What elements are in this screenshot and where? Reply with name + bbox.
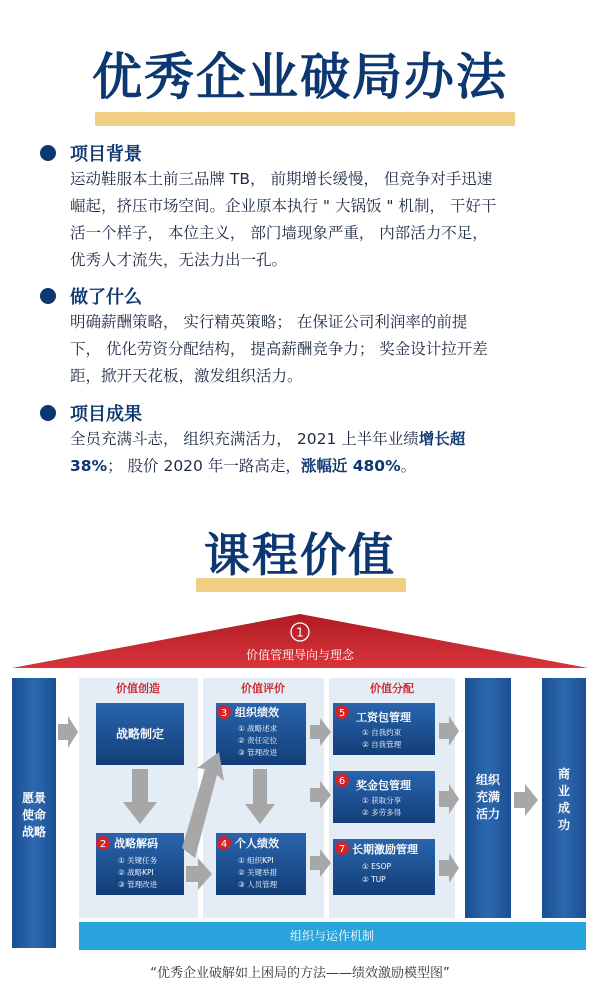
right-pillar-line: 业 (557, 784, 571, 798)
box-item: ② 关键举措 (238, 868, 278, 877)
box-item: ② 战略KPI (118, 868, 154, 877)
result-text: ； 股价 2020 年一路高走， (107, 457, 301, 475)
performance-model-diagram (0, 612, 600, 957)
box-item: ① 自我约束 (362, 728, 402, 737)
title-highlight (95, 112, 515, 126)
box-title: 长期激励管理 (352, 843, 418, 856)
column-header: 价值创造 (116, 682, 160, 695)
main-title-block (0, 42, 600, 112)
right-pillar-line: 充满 (475, 790, 501, 804)
column-header: 价值分配 (370, 682, 414, 695)
section-body (70, 166, 570, 274)
result-text: 全员充满斗志， 组织充满活力， 2021 上半年业绩 (70, 430, 419, 448)
roof-number: 1 (296, 625, 304, 640)
box-item: ① 关键任务 (118, 856, 158, 865)
right-pillar-success (542, 678, 586, 918)
box-item: ① 战略述求 (238, 724, 278, 733)
box-title: 战略制定 (115, 727, 165, 741)
body-line (70, 426, 570, 453)
flow-arrow (58, 716, 78, 748)
box-item: ③ 管理改进 (118, 880, 158, 889)
box-item: ③ 管理改进 (238, 748, 278, 757)
result-highlight: 38% (70, 457, 108, 475)
body-line: 崛起，挤压市场空间。企业原本执行 " 大锅饭 " 机制， 干好干 (70, 197, 497, 215)
box-title: 战略解码 (114, 837, 158, 850)
section-title-row (40, 283, 570, 309)
section-background (40, 140, 570, 274)
bullet-dot-icon (40, 145, 56, 161)
section-title: 项目成果 (70, 404, 142, 425)
body-line: 距，掀开天花板，激发组织活力。 (70, 367, 303, 385)
result-highlight: 增长超 (418, 430, 466, 448)
body-line: 明确薪酬策略， 实行精英策略； 在保证公司利润率的前提 (70, 313, 468, 331)
right-pillar-line: 功 (557, 818, 571, 832)
box-title: 个人绩效 (235, 837, 279, 850)
box-item: ② 自我管理 (362, 740, 402, 749)
badge-number: 7 (338, 844, 346, 855)
bullet-dot-icon (40, 288, 56, 304)
right-pillar-line: 组织 (475, 773, 501, 787)
badge-number: 3 (220, 708, 228, 719)
left-pillar-line: 战略 (21, 825, 47, 839)
right-pillar-line: 活力 (475, 807, 501, 821)
box-item: ① 获取分享 (362, 796, 402, 805)
body-line: 活一个样子， 本位主义， 部门墙现象严重， 内部活力不足， (70, 224, 488, 242)
section-actions (40, 283, 570, 390)
box-title: 组织绩效 (235, 706, 279, 719)
right-pillar-line: 商 (557, 767, 571, 781)
box-item: ② 多劳多得 (362, 808, 402, 817)
badge-number: 2 (99, 839, 107, 850)
section-title-row (40, 140, 570, 166)
diagram-svg (0, 612, 600, 957)
box-title: 工资包管理 (356, 711, 411, 724)
box-item: ② 责任定位 (238, 736, 278, 745)
section-title-row (40, 400, 570, 426)
box-item: ② TUP (362, 875, 386, 884)
body-line (70, 453, 570, 480)
section-title: 项目背景 (70, 144, 142, 165)
body-line: 运动鞋服本土前三品牌 TB， 前期增长缓慢， 但竞争对手迅速 (70, 170, 493, 188)
result-text: 。 (400, 457, 417, 475)
section-results (40, 400, 570, 480)
right-pillar-line: 成 (557, 801, 571, 815)
section-title: 做了什么 (70, 287, 142, 308)
left-pillar-line: 使命 (21, 808, 47, 822)
badge-number: 5 (338, 708, 346, 719)
badge-number: 4 (220, 839, 228, 850)
main-title: 优秀企业破局办法 (92, 48, 508, 106)
badge-number: 6 (338, 776, 346, 787)
body-line: 优秀人才流失，无法力出一孔。 (70, 251, 288, 269)
base-label: 组织与运作机制 (289, 929, 375, 943)
roof-label: 价值管理导向与理念 (245, 648, 355, 662)
result-highlight: 涨幅近 480% (300, 457, 401, 475)
box-title: 奖金包管理 (356, 779, 411, 792)
flow-arrow (514, 784, 538, 816)
bullet-dot-icon (40, 405, 56, 421)
section-body (70, 309, 570, 390)
column-header: 价值评价 (241, 682, 285, 695)
value-title: 课程价值 (204, 528, 396, 582)
diagram-caption: “优秀企业破解如上困局的方法——绩效激励模型图” (150, 966, 450, 981)
body-line: 下， 优化劳资分配结构， 提高薪酬竞争力； 奖金设计拉开差 (70, 340, 488, 358)
box-item: ③ 人员管理 (238, 880, 278, 889)
value-title-block (0, 520, 600, 590)
section-body (70, 426, 570, 480)
left-pillar-line: 愿景 (21, 791, 47, 805)
box-item: ① ESOP (362, 862, 392, 871)
box-item: ① 组织KPI (238, 856, 274, 865)
